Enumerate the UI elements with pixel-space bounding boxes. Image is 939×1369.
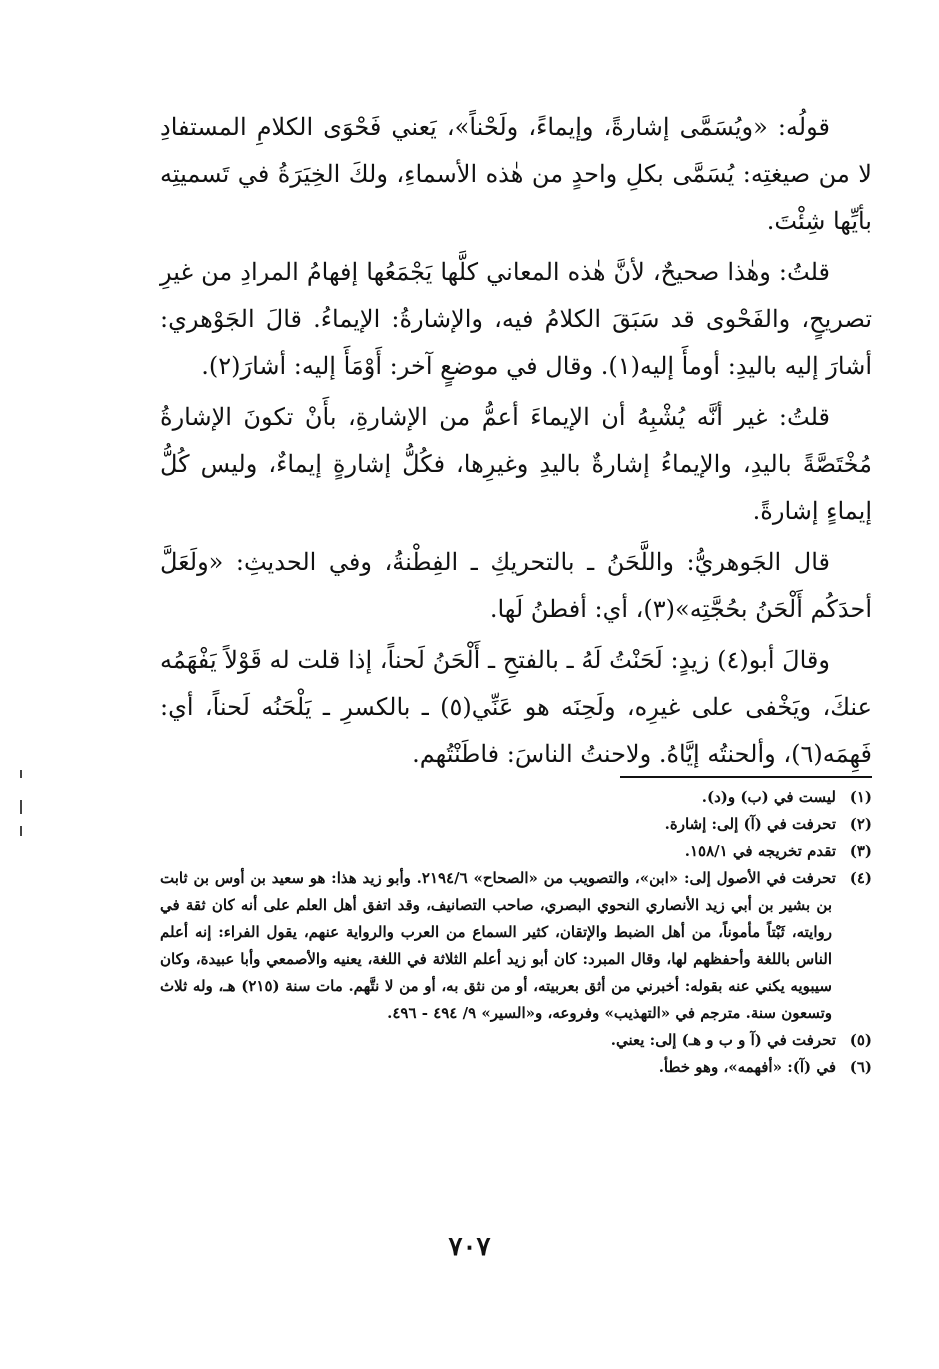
footnote-text: ليست في (ب) و(د). xyxy=(701,788,836,806)
paragraph-2: قلتُ: وهٰذا صحيحٌ، لأنَّ هٰذه المعاني كلَّها يَجْمَعُها إفهامُ المرادِ من غيرِ تصريحٍ، والفَحْوى قد سَبَقَ الكلامُ فيه، والإشارةُ: الإيماءُ. قالَ الجَوْهري: أشارَ إليه باليدِ: أومأَ إليه(١). وقال في موضعٍ آخر: أَوْمَأَ إليه: أشارَ(٢). xyxy=(160,258,872,380)
margin-mark xyxy=(20,800,22,814)
footnote-separator xyxy=(620,776,872,778)
footnote-text: تقدم تخريجه في ١٥٨/١. xyxy=(684,842,836,860)
footnote-text: تحرفت في (آ و ب و هـ) إلى: يعني. xyxy=(610,1031,836,1049)
footnote-number: (٢) xyxy=(849,815,872,833)
footnote-number: (٤) xyxy=(849,869,872,887)
footnote-4 xyxy=(160,865,872,1027)
paragraph-1: قولُه: «ويُسَمَّى إشارةً، وإيماءً، ولَحْناً»، يَعني فَحْوَى الكلامِ المستفادِ لا من صيغتِه: يُسَمَّى بكلِ واحدٍ من هٰذه الأسماءِ، ولكَ الخِيَرَةُ في تَسميتِه بأيِّها شِئْتَ. xyxy=(160,113,872,235)
footnote-number: (٥) xyxy=(849,1031,872,1049)
main-text xyxy=(160,104,872,782)
paragraph-3: قلتُ: غير أنَّه يُشْبِهُ أن الإيماءَ أعمُّ من الإشارةِ، بأَنْ تكونَ الإشارةُ مُخْتَصَّةً باليدِ، والإيماءُ إشارةٌ باليدِ وغيرِها، فكُلُّ إشارةٍ إيماءٌ، وليس كُلُّ إيماءٍ إشارةً. xyxy=(160,403,872,525)
paragraph-4: قال الجَوهريُّ: واللَّحَنُ ـ بالتحريكِ ـ الفِطْنةُ، وفي الحديثِ: «ولَعَلَّ أحدَكُم أَلْحَنُ بحُجَّتِه»(٣)، أي: أفطنُ لَها. xyxy=(160,548,872,623)
page-number: ٧٠٧ xyxy=(448,1232,491,1262)
footnote-number: (١) xyxy=(849,788,872,806)
footnote-text: في (آ): «أفهمه»، وهو خطأ. xyxy=(658,1058,836,1076)
footnote-6 xyxy=(160,1054,872,1081)
footnote-1 xyxy=(160,784,872,811)
footnote-text: تحرفت في الأصول إلى: «ابن»، والتصويب من «الصحاح» ٢١٩٤/٦. وأبو زيد هذا: هو سعيد بن أوس بن ثابت بن بشير بن أبي زيد الأنصاري النحوي البصري، صاحب التصانيف، وقد اتفق أهل العلم على أنه كان ثقة في روايته، ثَبْتاً مأموناً، من أهل الضبط والإتقان، كثير السماع من العرب والرواية عنهم، يقول الفراء: إنه أعلم الناس باللغة وأحفظهم لها، وقال المبرد: كان أبو زيد أعلم الثلاثة في اللغة، يعنيه والأصمعي وأبا عبيدة، وكان سيبويه يكني عنه بقوله: أخبرني من أثق بعربيته، أو من نثق به، أو من لا نتَّهم. مات سنة (٢١٥) هـ، وله ثلاث وتسعون سنة. مترجم في «التهذيب» وفروعه، و«السير» ٩/ ٤٩٤ - ٤٩٦. xyxy=(160,869,836,1022)
footnote-3 xyxy=(160,838,872,865)
margin-mark xyxy=(20,770,22,778)
footnote-number: (٣) xyxy=(849,842,872,860)
footnotes xyxy=(160,784,872,1081)
margin-mark xyxy=(20,826,22,836)
footnote-5 xyxy=(160,1027,872,1054)
footnote-number: (٦) xyxy=(849,1058,872,1076)
footnote-2 xyxy=(160,811,872,838)
footnote-text: تحرفت في (آ) إلى: إشارة. xyxy=(664,815,836,833)
paragraph-5: وقالَ أبو(٤) زيدٍ: لَحَنْتُ لَهُ ـ بالفتحِ ـ أَلْحَنُ لَحناً، إذا قلت له قَوْلاً يَفْهَمُه عنكَ، ويَخْفى على غيرِه، ولَحِنَه هو عَنِّي(٥) ـ بالكسرِ ـ يَلْحَنُه لَحناً، أي: فَهِمَه(٦)، وألحنتُه إيَّاهُ. ولاحنتُ الناسَ: فاطَنْتُهم. xyxy=(160,646,872,768)
